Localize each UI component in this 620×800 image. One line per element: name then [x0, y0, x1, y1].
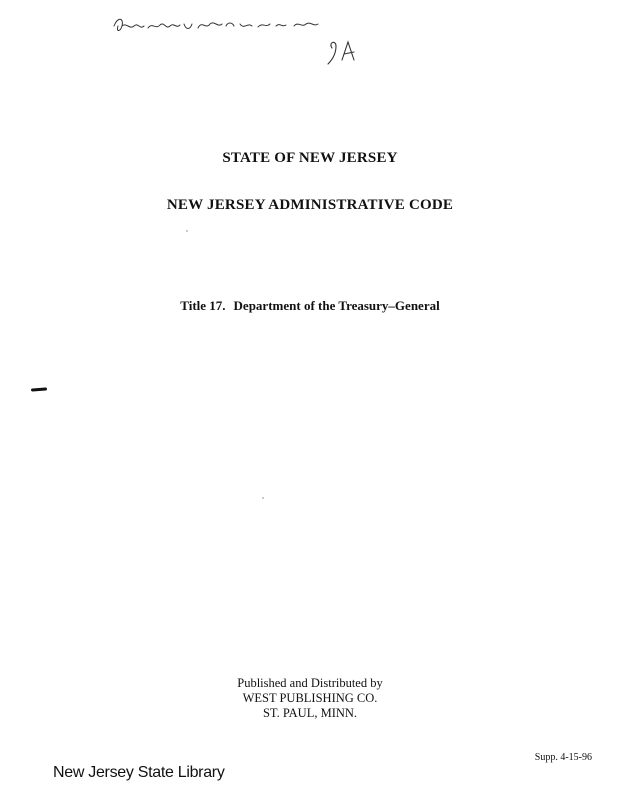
handwriting-scribble [110, 12, 370, 72]
publisher-block [0, 676, 620, 721]
state-title: STATE OF NEW JERSEY [222, 150, 398, 166]
handwritten-annotation [110, 12, 370, 72]
library-stamp: New Jersey State Library [53, 764, 225, 781]
publisher-line1: Published and Distributed by [237, 676, 383, 690]
title-name: Department of the Treasury–General [233, 298, 440, 313]
publisher-line2: WEST PUBLISHING CO. [242, 691, 378, 705]
margin-mark [31, 387, 47, 391]
supplement-date: Supp. 4-15-96 [534, 752, 592, 763]
publisher-line3: ST. PAUL, MINN. [262, 706, 358, 720]
title-number: Title 17. [180, 298, 226, 313]
title-line [0, 298, 620, 314]
scan-speck [186, 230, 188, 232]
scan-speck [262, 497, 264, 499]
code-title: NEW JERSEY ADMINISTRATIVE CODE [166, 197, 454, 213]
